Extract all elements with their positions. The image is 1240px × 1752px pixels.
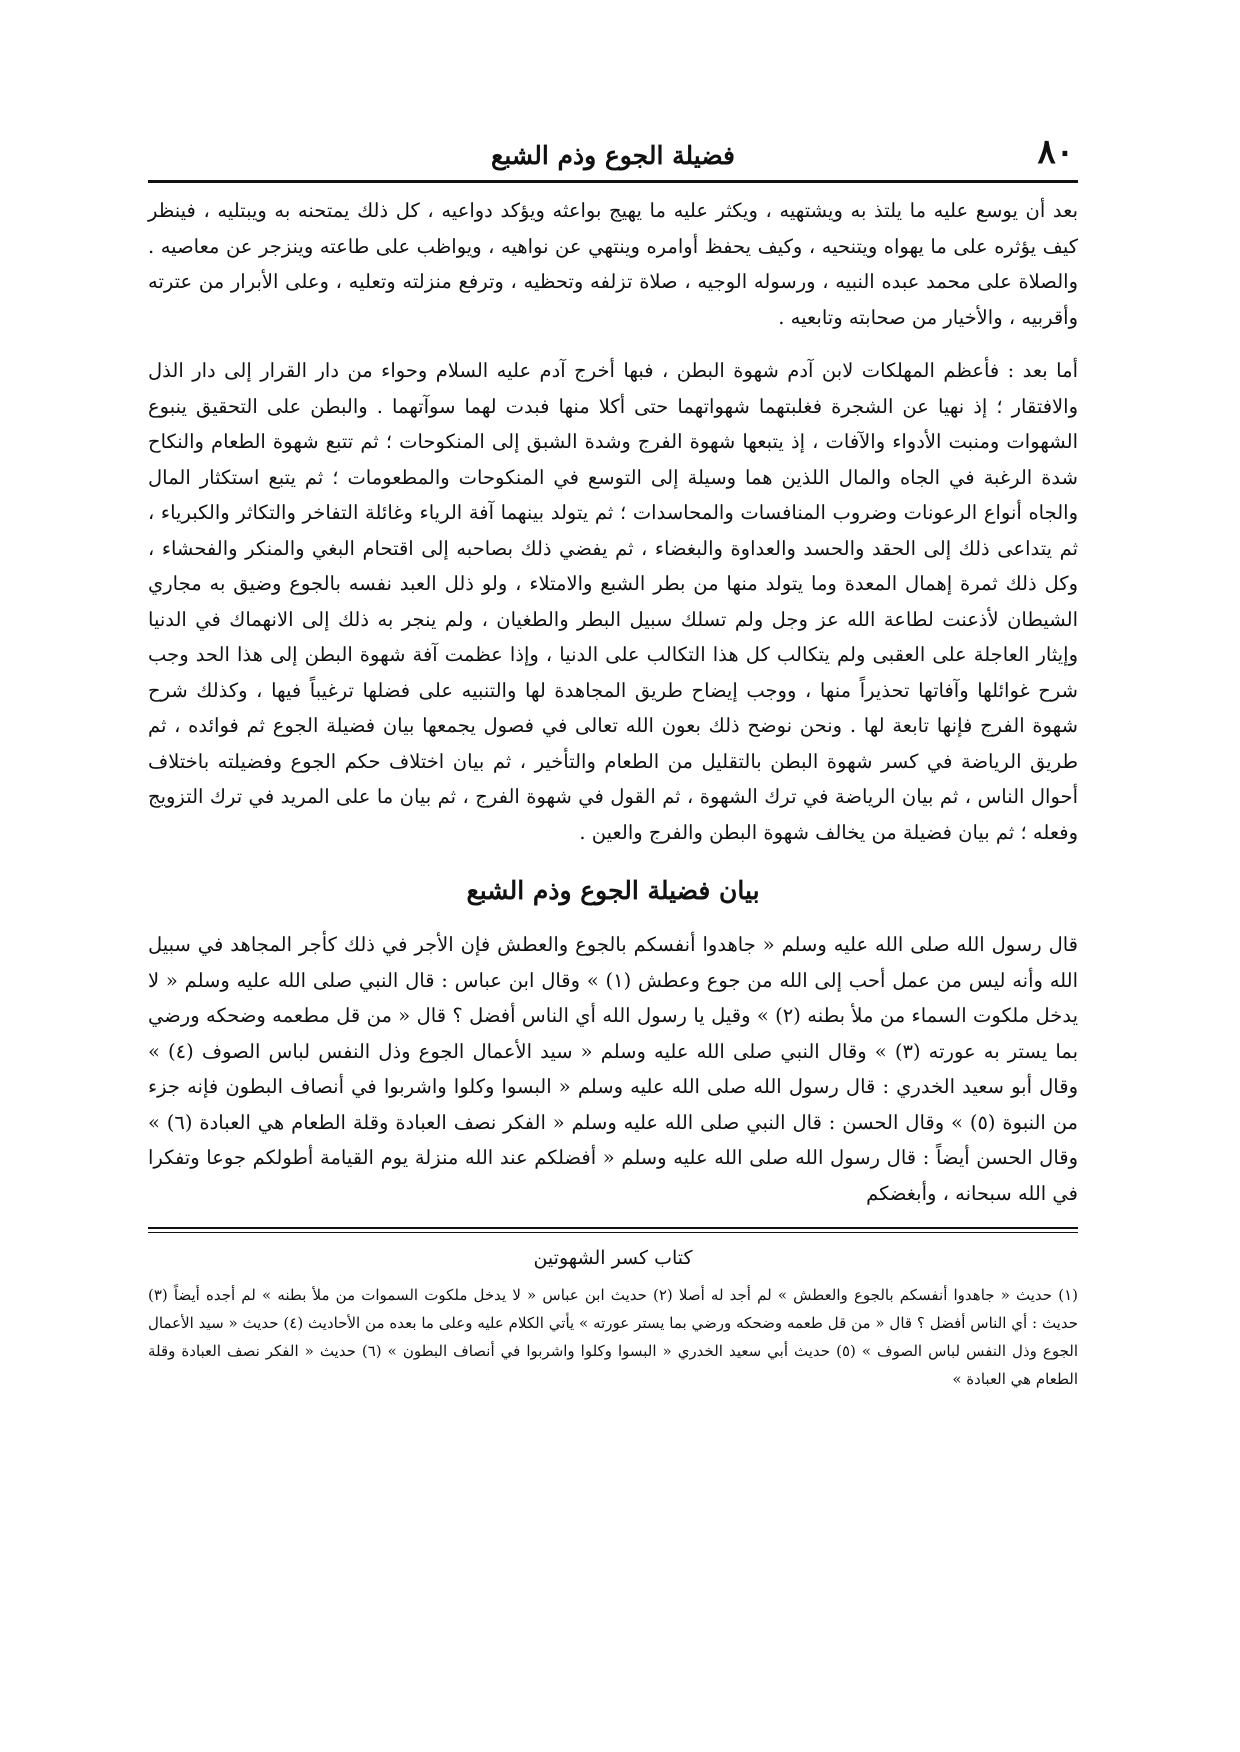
header-rule [148,180,1078,183]
page-number: ٨٠ [1037,132,1074,172]
section-heading: بيان فضيلة الجوع وذم الشبع [466,876,760,905]
book-page [148,120,1078,1660]
main-paragraph: أما بعد : فأعظم المهلكات لابن آدم شهوة البطن ، فبها أخرج آدم عليه السلام وحواء من دار القرار إلى دار الذل والافتقار ؛ إذ نهيا عن الشجرة فغلبتهما شهواتهما حتى أكلا منها فبدت لهما سوآتهما . والبطن على التحقيق ينبوع الشهوات ومنبت الأدواء والآفات ، إذ يتبعها شهوة الفرج وشدة الشبق إلى المنكوحات ؛ ثم تتبع شهوة الطعام والنكاح شدة الرغبة في الجاه والمال اللذين هما وسيلة إلى التوسع في المنكوحات والمطعومات ؛ ثم يتبع استكثار المال والجاه أنواع الرعونات وضروب المنافسات والمحاسدات ؛ ثم يتولد بينهما آفة الرياء وغائلة التفاخر والتكاثر والكبرياء ، ثم يتداعى ذلك إلى الحقد والحسد والعداوة والبغضاء ، ثم يفضي ذلك بصاحبه إلى اقتحام البغي والمنكر والفحشاء ، وكل ذلك ثمرة إهمال المعدة وما يتولد منها من بطر الشبع والامتلاء ، ولو ذلل العبد نفسه بالجوع وضيق به مجاري الشيطان لأذعنت لطاعة الله عز وجل ولم تسلك سبيل البطر والطغيان ، ولم ينجر به ذلك إلى الانهماك في الدنيا وإيثار العاجلة على العقبى ولم يتكالب كل هذا التكالب على الدنيا ، وإذا عظمت آفة شهوة البطن إلى هذا الحد وجب شرح غوائلها وآفاتها تحذيراً منها ، ووجب إيضاح طريق المجاهدة لها والتنبيه على فضلها ترغيباً فيها ، وكذلك شرح شهوة الفرج فإنها تابعة لها . ونحن نوضح ذلك بعون الله تعالى في فصول يجمعها بيان فضيلة الجوع ثم فوائده ، ثم طريق الرياضة في كسر شهوة البطن بالتقليل من الطعام والتأخير ، ثم بيان اختلاف حكم الجوع وفضيلته باختلاف أحوال الناس ، ثم بيان الرياضة في ترك الشهوة ، ثم القول في شهوة الفرج ، ثم بيان ما على المريد في ترك التزويج وفعله ؛ ثم بيان فضيلة من يخالف شهوة البطن والفرج والعين . [148,359,1078,844]
book-title: كتاب كسر الشهوتين [533,1247,693,1269]
footnotes: (١) حديث « جاهدوا أنفسكم بالجوع والعطش » لم أجد له أصلا (٢) حديث ابن عباس « لا يدخل ملكوت السموات من ملأ بطنه » لم أجده أيضاً (٣) حديث : أي الناس أفضل ؟ قال « من قل طعمه وضحكه ورضي بما يستر عورته » يأتي الكلام عليه وعلى ما بعده من الأحاديث (٤) حديث « سيد الأعمال الجوع وذل النفس لباس الصوف » (٥) حديث أبي سعيد الخدري « البسوا وكلوا واشربوا في أنصاف البطون » (٦) حديث « الفكر نصف العبادة وقلة الطعام هي العبادة » [148,1286,1079,1388]
intro-paragraph: بعد أن يوسع عليه ما يلتذ به ويشتهيه ، ويكثر عليه ما يهيج بواعثه ويؤكد دواعيه ، كل ذلك يمتحنه به ويبتليه ، فينظر كيف يؤثره على ما يهواه ويتنحيه ، وكيف يحفظ أوامره وينتهي عن نواهيه ، ويواظب على طاعته وينزجر عن معاصيه . والصلاة على محمد عبده النبيه ، ورسوله الوجيه ، صلاة تزلفه وتحظيه ، وترفع منزلته وتعليه ، وعلى الأبرار من عترته وأقربيه ، والأخيار من صحابته وتابعيه . [148,199,1078,329]
page-header [148,120,1078,178]
section-paragraph: قال رسول الله صلى الله عليه وسلم « جاهدوا أنفسكم بالجوع والعطش فإن الأجر في ذلك كأجر المجاهد في سبيل الله وأنه ليس من عمل أحب إلى الله من جوع وعطش (١) » وقال ابن عباس : قال النبي صلى الله عليه وسلم « لا يدخل ملكوت السماء من ملأ بطنه (٢) » وقيل يا رسول الله أي الناس أفضل ؟ قال « من قل مطعمه وضحكه ورضي بما يستر به عورته (٣) » وقال النبي صلى الله عليه وسلم « سيد الأعمال الجوع وذل النفس لباس الصوف (٤) » وقال أبو سعيد الخدري : قال رسول الله صلى الله عليه وسلم « البسوا وكلوا واشربوا في أنصاف البطون فإنه جزء من النبوة (٥) » وقال الحسن : قال النبي صلى الله عليه وسلم « الفكر نصف العبادة وقلة الطعام هي العبادة (٦) » وقال الحسن أيضاً : قال رسول الله صلى الله عليه وسلم « أفضلكم عند الله منزلة يوم القيامة أطولكم جوعا وتفكرا في الله سبحانه ، وأبغضكم [148,933,1079,1205]
running-title: فضيلة الجوع وذم الشبع [491,141,735,170]
footnote-divider [148,1227,1078,1233]
